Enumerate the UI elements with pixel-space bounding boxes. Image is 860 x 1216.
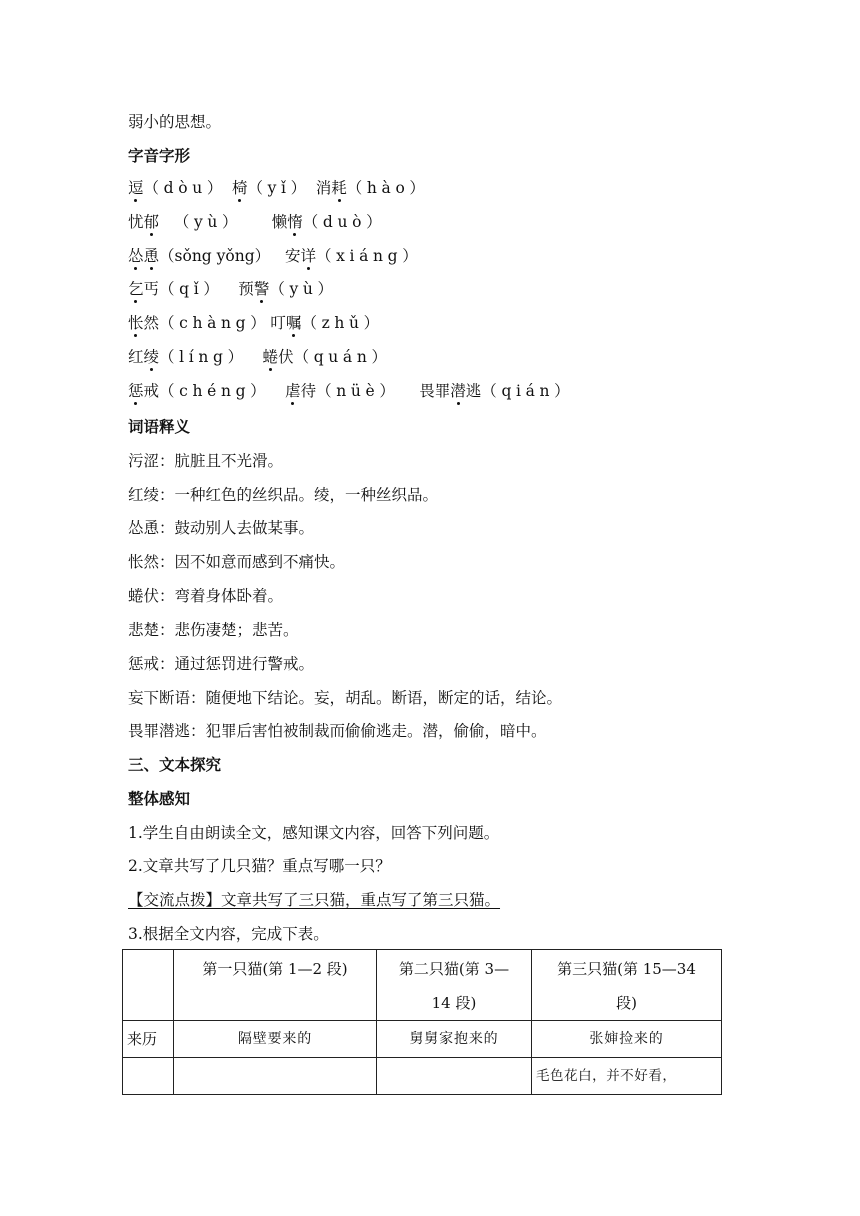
- table-header-row: [123, 950, 722, 1021]
- char: 忧: [128, 213, 144, 231]
- vocab-item: 畏罪潜逃：犯罪后害怕被制裁而偷偷逃走。潜，偷偷，暗中。: [128, 722, 547, 740]
- table-cell: 舅舅家抱来的: [377, 1021, 532, 1058]
- table-cell: 毛色花白，并不好看，: [532, 1058, 722, 1095]
- pronunciation-heading: 字音字形: [128, 147, 191, 165]
- pronunciation-row-4: [128, 279, 338, 299]
- char: 虐: [285, 382, 301, 400]
- vocab-item: 蜷伏：弯着身体卧着。: [128, 587, 284, 605]
- pronunciation-row-6: [128, 347, 392, 367]
- header-line: 第一只猫(第 1—2 段): [202, 960, 348, 978]
- char: 乞: [128, 280, 144, 298]
- table-cell: 张婶捡来的: [532, 1021, 722, 1058]
- answer-hint: 【交流点拨】文章共写了三只猫，重点写了第三只猫。: [128, 891, 501, 909]
- vocab-heading: 词语释义: [128, 418, 191, 436]
- pronunciation-row-3: [128, 246, 422, 266]
- char: 惰: [287, 213, 303, 231]
- cats-table: [122, 949, 722, 1095]
- char: 红: [128, 348, 144, 366]
- pinyin: （hào）: [346, 179, 430, 197]
- char: 椅: [231, 179, 248, 197]
- vocab-item: 怅然：因不如意而感到不痛快。: [128, 553, 346, 571]
- char: 懒: [271, 213, 288, 231]
- pronunciation-row-7: [128, 381, 574, 401]
- char: 逃: [465, 382, 482, 400]
- char: 郁: [143, 213, 160, 231]
- char: 逗: [128, 179, 144, 197]
- char: 畏罪: [419, 382, 451, 400]
- pinyin: （líng）: [159, 348, 248, 366]
- vocab-item: 惩戒：通过惩罚进行警戒。: [128, 655, 315, 673]
- pinyin: （sǒng yǒng）: [159, 247, 271, 265]
- pronunciation-row-1: [128, 178, 430, 198]
- pinyin: （zhǔ）: [301, 314, 384, 332]
- char: 消: [315, 179, 332, 197]
- char: 怂: [128, 247, 144, 265]
- table-header-cell: [377, 950, 532, 1021]
- question-3: 3.根据全文内容，完成下表。: [128, 925, 329, 943]
- overall-heading: 整体感知: [128, 790, 191, 808]
- char: 待: [300, 382, 317, 400]
- table-cell: 隔壁要来的: [174, 1021, 377, 1058]
- pinyin: （yǐ）: [247, 179, 311, 197]
- header-line: 第三只猫(第 15—34: [557, 960, 696, 978]
- vocab-item: 悲楚：悲伤凄楚；悲苦。: [128, 621, 299, 639]
- pinyin: （yù）: [173, 213, 243, 231]
- char: 伏: [278, 348, 294, 366]
- char: 然: [143, 314, 160, 332]
- char: 丐: [143, 280, 160, 298]
- header-line: 第二只猫(第 3—: [398, 960, 510, 978]
- char: 叮: [270, 314, 286, 332]
- char: 绫: [143, 348, 160, 366]
- table-row-label: 来历: [123, 1021, 174, 1058]
- char: 蜷: [262, 348, 279, 366]
- char: 戒: [143, 382, 160, 400]
- table-row: [123, 1058, 722, 1095]
- char: 耗: [331, 179, 347, 197]
- table-header-cell: [123, 950, 174, 1021]
- question-2: 2.文章共写了几只猫？重点写哪一只？: [128, 857, 391, 875]
- header-line: 14 段): [431, 994, 477, 1012]
- header-line: 段): [616, 994, 637, 1012]
- pinyin: （quán）: [293, 348, 392, 366]
- intro-tail-text: 弱小的思想。: [128, 113, 222, 131]
- pinyin: （yù）: [269, 280, 338, 298]
- pinyin: （chéng）: [159, 382, 271, 400]
- char: 安: [284, 247, 301, 265]
- char: 怅: [128, 314, 144, 332]
- pinyin: （chàng）: [159, 314, 271, 332]
- pronunciation-row-2: [128, 212, 386, 232]
- table-row: [123, 1021, 722, 1058]
- char: 警: [253, 280, 270, 298]
- vocab-item: 红绫：一种红色的丝织品。绫，一种丝织品。: [128, 486, 439, 504]
- pinyin: （dòu）: [143, 179, 228, 197]
- vocab-item: 怂恿：鼓动别人去做某事。: [128, 519, 315, 537]
- pinyin: （qián）: [481, 382, 575, 400]
- part3-heading: 三、文本探究: [128, 756, 222, 774]
- vocab-item: 妄下断语：随便地下结论。妄，胡乱。断语，断定的话，结论。: [128, 689, 563, 707]
- char: 潜: [450, 382, 466, 400]
- char: 详: [300, 247, 316, 265]
- table-cell: [377, 1058, 532, 1095]
- table-cell: [174, 1058, 377, 1095]
- pronunciation-row-5: [128, 313, 384, 333]
- pinyin: （duò）: [302, 213, 387, 231]
- char: 嘱: [285, 314, 302, 332]
- char: 恿: [143, 247, 160, 265]
- table-row-label: [123, 1058, 174, 1095]
- pinyin: （xiáng）: [315, 247, 423, 265]
- char: 预: [238, 280, 254, 298]
- pinyin: （qǐ）: [159, 280, 224, 298]
- vocab-item: 污涩：肮脏且不光滑。: [128, 452, 284, 470]
- pinyin: （nüè）: [316, 382, 400, 400]
- table-header-cell: [174, 950, 377, 1021]
- table-header-cell: [532, 950, 722, 1021]
- question-1: 1.学生自由朗读全文，感知课文内容，回答下列问题。: [128, 824, 500, 842]
- char: 惩: [128, 382, 144, 400]
